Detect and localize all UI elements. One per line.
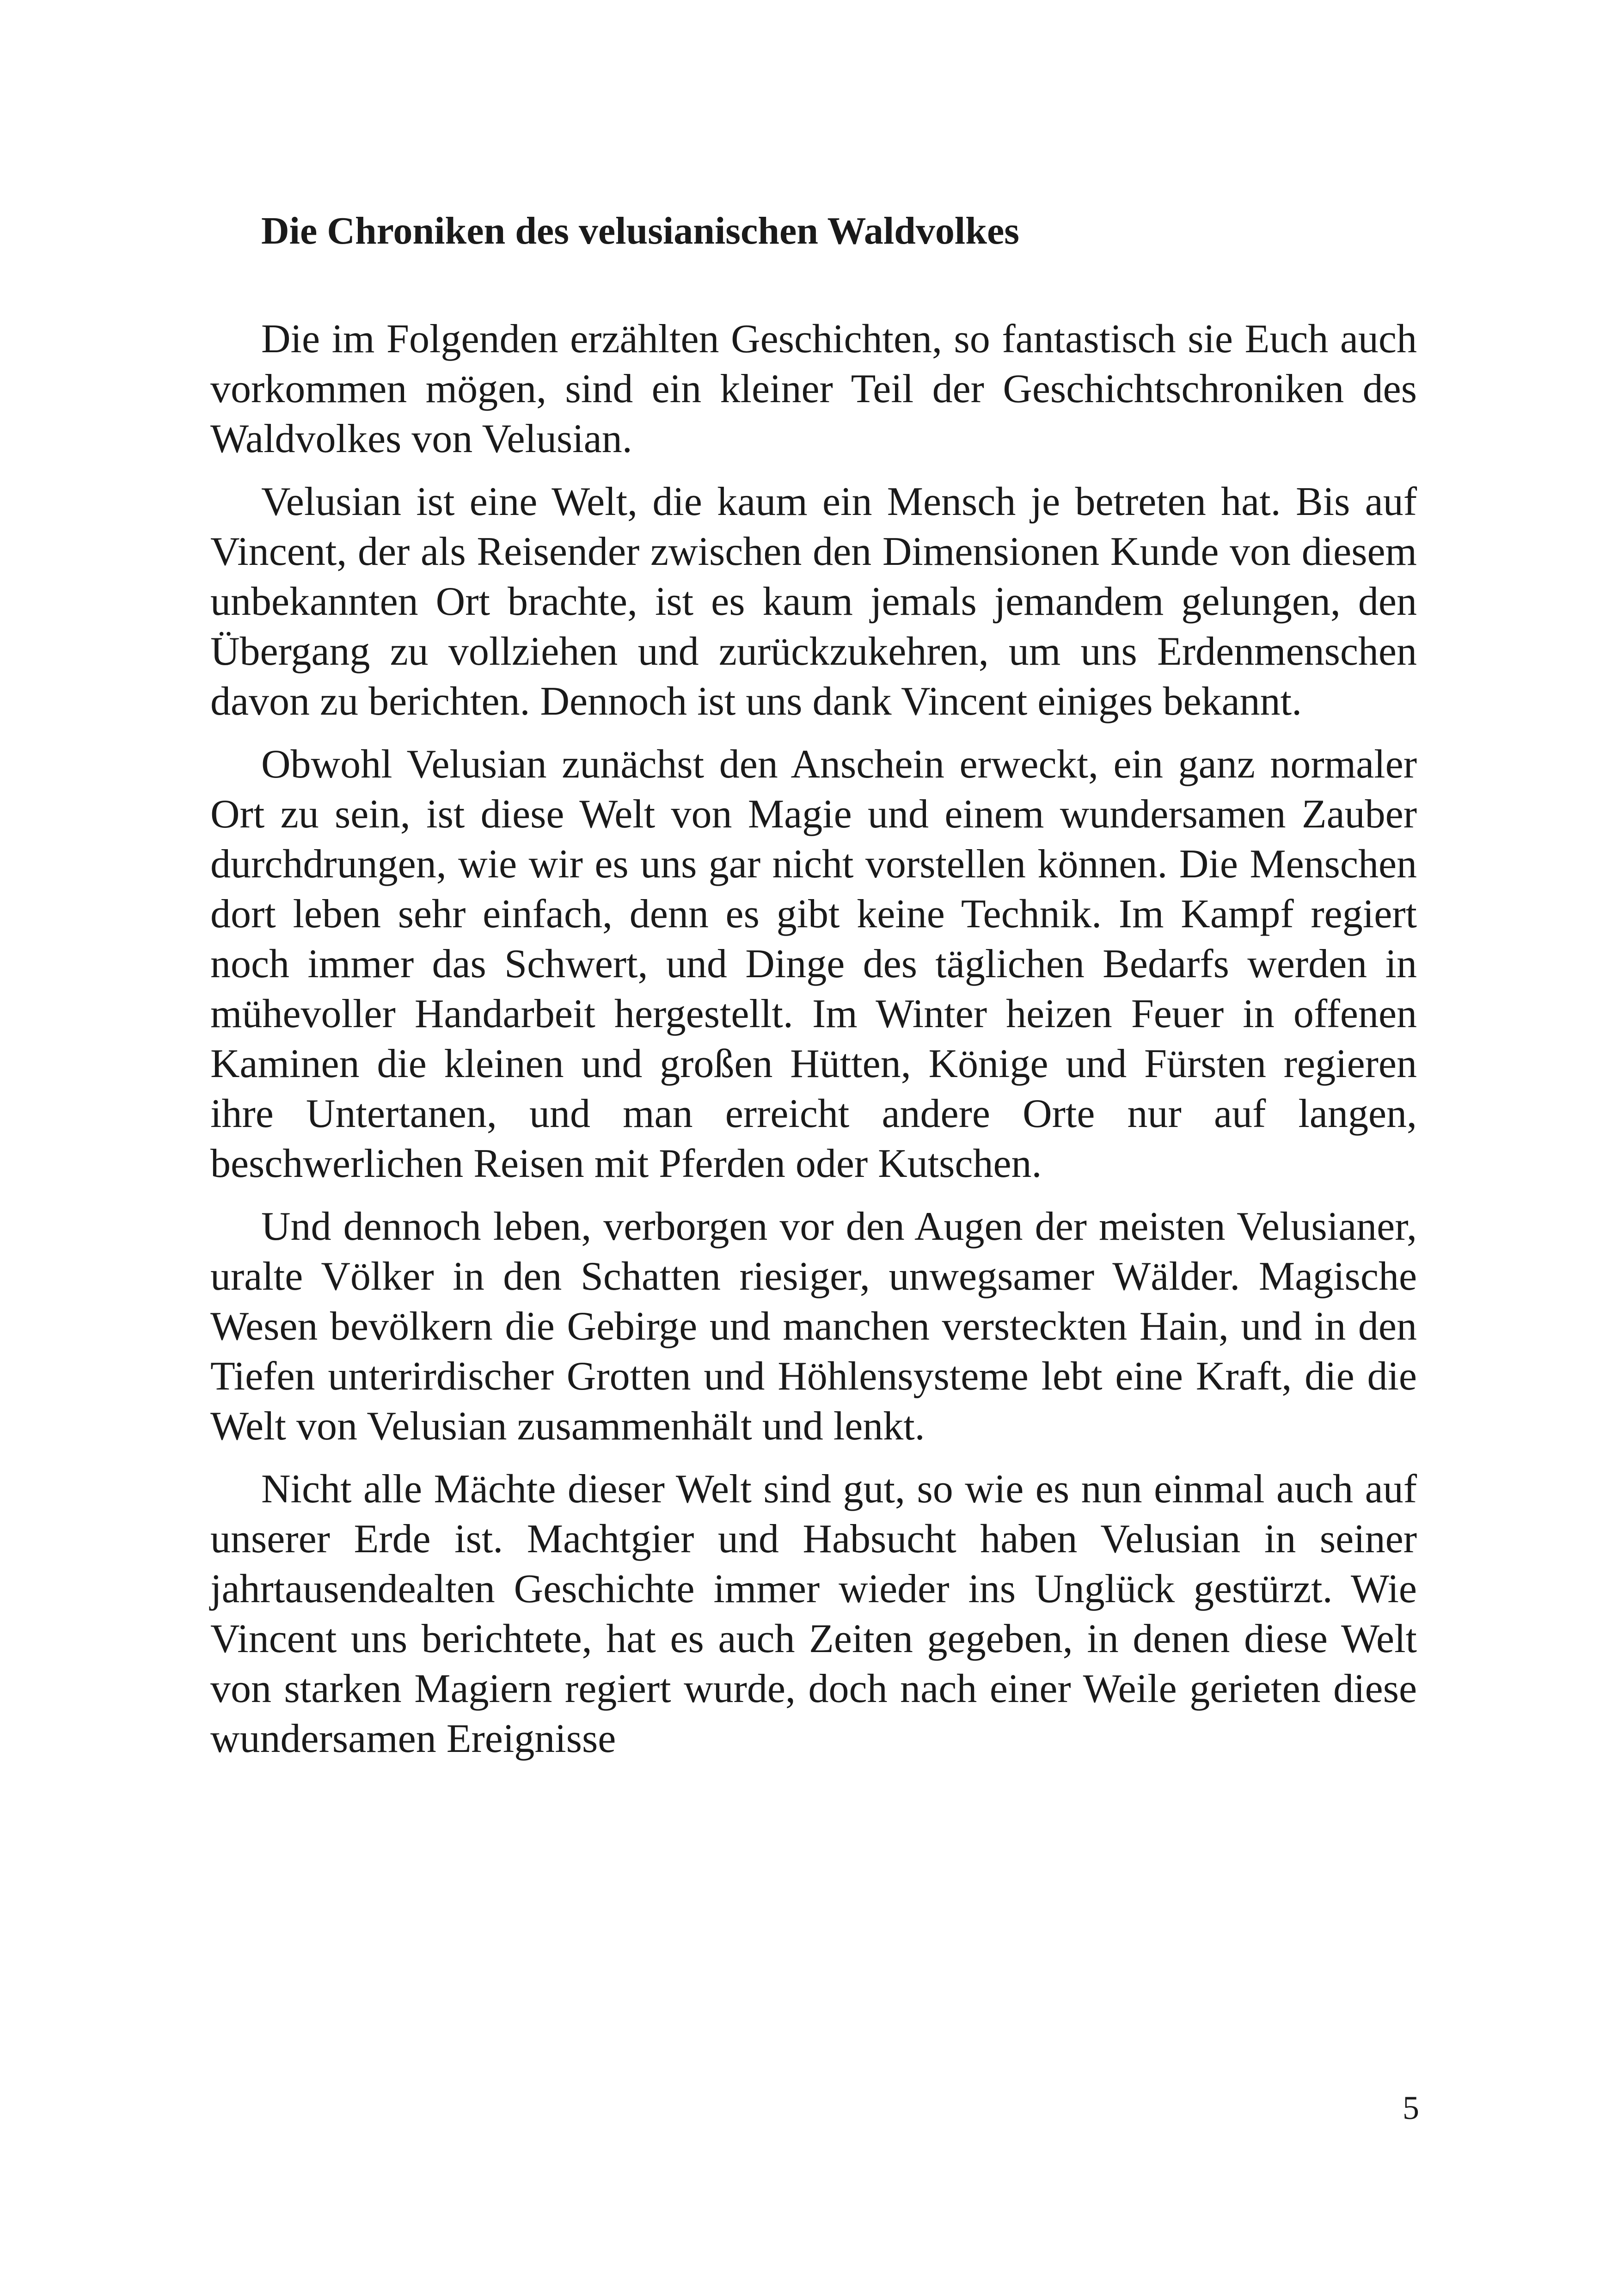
paragraph-2: Velusian ist eine Welt, die kaum ein Mensch je betreten hat. Bis auf Vincent, der als Reisender zwischen den Dimensionen Kunde von diesem unbekannten Ort brachte, ist es kaum jemals jemandem gelungen, den Übergang zu vollziehen und zurückzukehren, um uns Erdenmenschen davon zu berichten. Dennoch ist uns dank Vincent einiges bekannt. xyxy=(210,479,1417,724)
paragraph-1: Die im Folgenden erzählten Geschichten, so fantastisch sie Euch auch vorkommen mögen, sind ein kleiner Teil der Geschichtschroniken des Waldvolkes von Velusian. xyxy=(210,317,1417,461)
chapter-title: Die Chroniken des velusianischen Waldvolkes xyxy=(261,209,1019,252)
paragraph-5: Nicht alle Mächte dieser Welt sind gut, so wie es nun einmal auch auf unserer Erde ist. Machtgier und Habsucht haben Velusian in seiner jahrtausendealten Geschichte immer wieder ins Unglück gestürzt. Wie Vincent uns berichtete, hat es auch Zeiten gegeben, in denen diese Welt von starken Magiern regiert wurde, doch nach einer Weile gerieten diese wundersamen Ereignisse xyxy=(210,1467,1417,1761)
paragraph-3: Obwohl Velusian zunächst den Anschein erweckt, ein ganz normaler Ort zu sein, ist diese Welt von Magie und einem wundersamen Zauber durchdrungen, wie wir es uns gar nicht vorstellen können. Die Menschen dort leben sehr einfach, denn es gibt keine Technik. Im Kampf regiert noch immer das Schwert, und Dinge des täglichen Bedarfs werden in mühevoller Handarbeit hergestellt. Im Winter heizen Feuer in offenen Kaminen die kleinen und großen Hütten, Könige und Fürsten regieren ihre Untertanen, und man erreicht andere Orte nur auf langen, beschwerlichen Reisen mit Pferden oder Kutschen. xyxy=(210,742,1417,1186)
body-text xyxy=(210,314,1417,1777)
paragraph-4: Und dennoch leben, verborgen vor den Augen der meisten Velusianer, uralte Völker in den Schatten riesiger, unwegsamer Wälder. Magische Wesen bevölkern die Gebirge und manchen versteckten Hain, und in den Tiefen unterirdischer Grotten und Höhlensysteme lebt eine Kraft, die die Welt von Velusian zusammenhält und lenkt. xyxy=(210,1204,1417,1449)
page-number: 5 xyxy=(1403,2089,1419,2126)
